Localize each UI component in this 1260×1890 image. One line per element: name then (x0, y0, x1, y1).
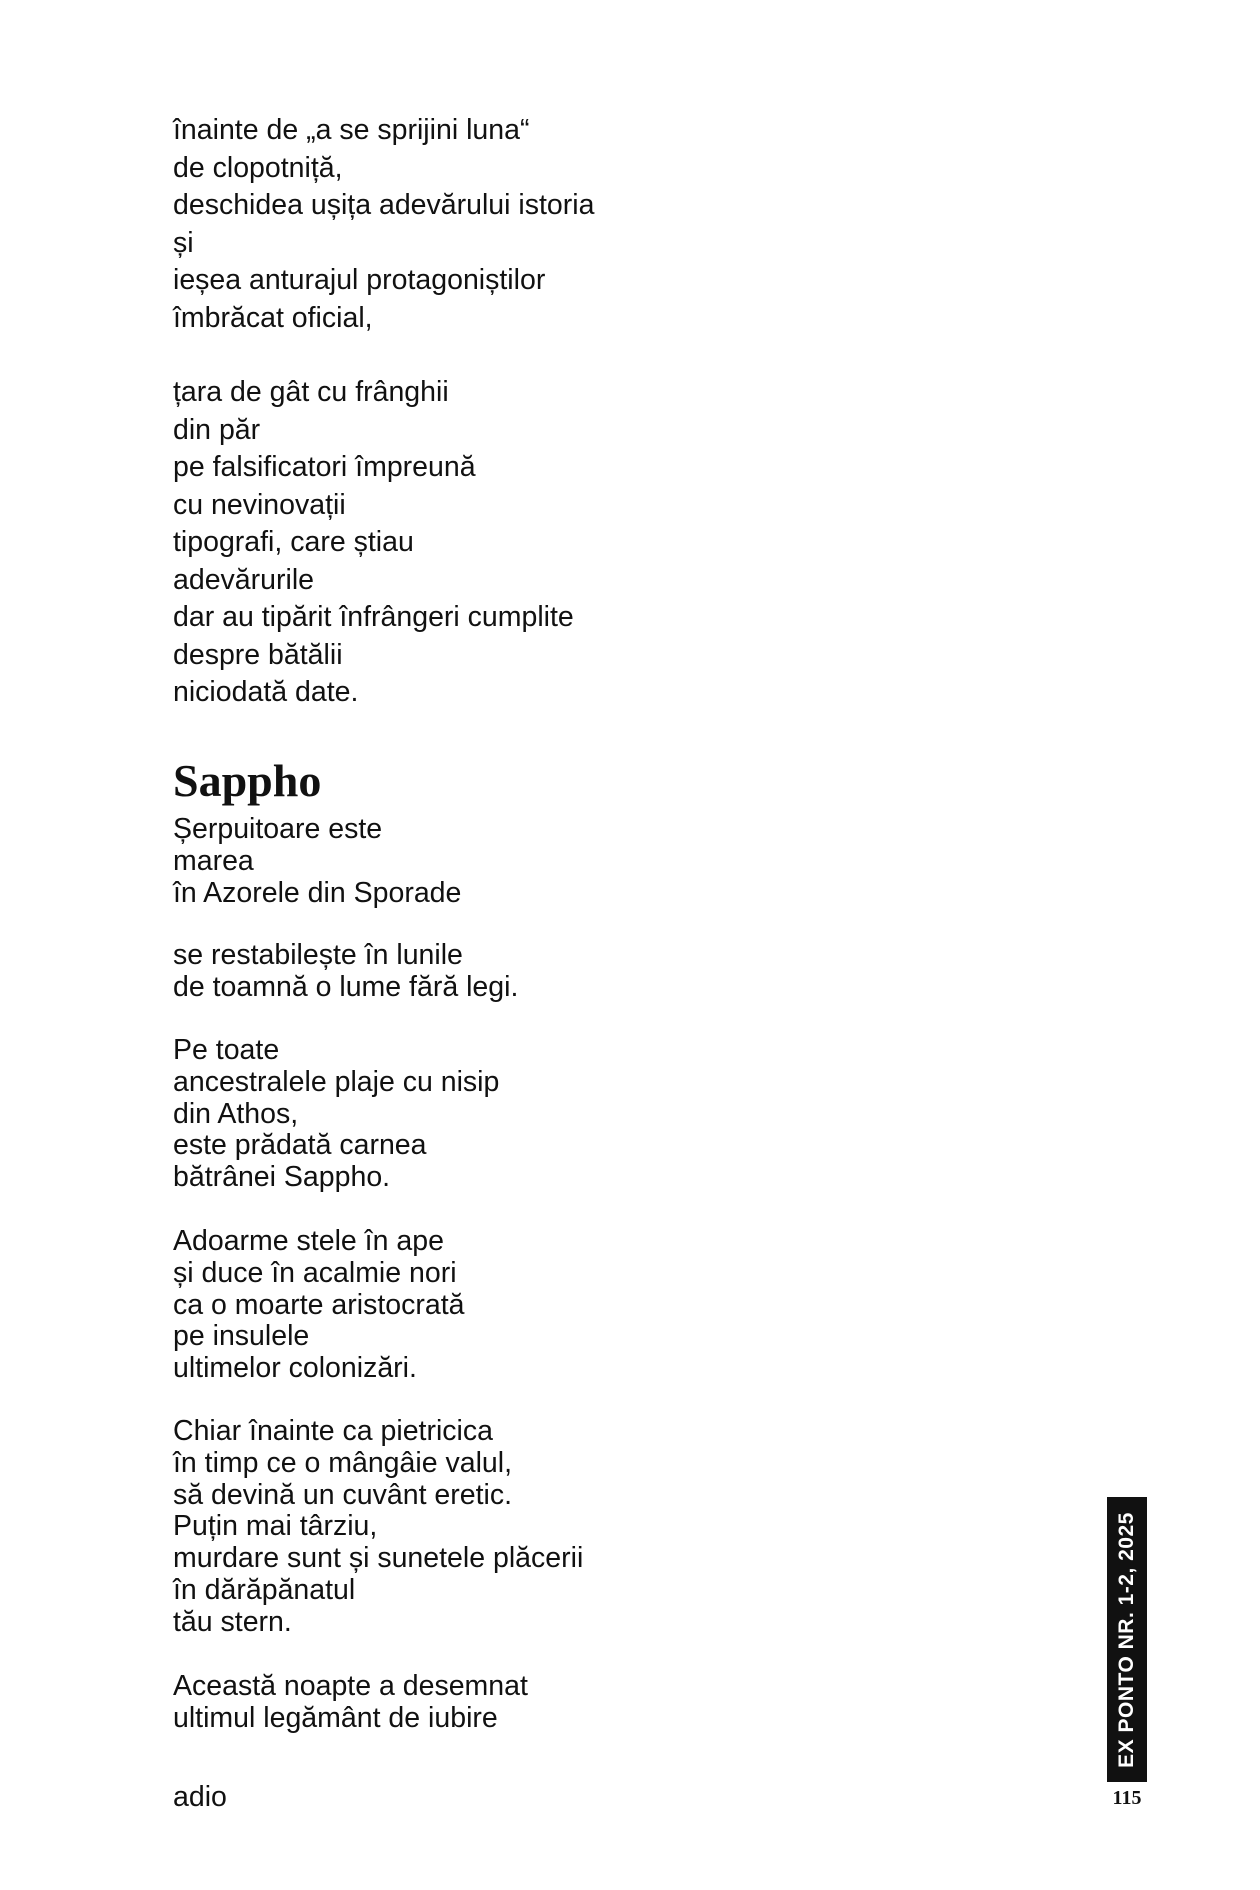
poem-line: este prădată carnea (173, 1129, 427, 1162)
poem-line: țara de gât cu frânghii (173, 376, 449, 408)
poem-line: ieșea anturajul protagoniștilor (173, 264, 546, 296)
poem-stanza-7 (173, 1782, 227, 1814)
poem-title: Sappho (173, 755, 322, 806)
poem-line: de clopotniță, (173, 151, 343, 184)
poem-line: dar au tipărit înfrângeri cumplite (173, 601, 574, 633)
poem-stanza-1 (173, 814, 461, 909)
page-number: 115 (1112, 1787, 1142, 1809)
poem-line: Adoarme stele în ape (173, 1225, 444, 1257)
poem-line: Această noapte a desemnat (173, 1670, 528, 1702)
poem-line: Puțin mai târziu, (173, 1510, 378, 1543)
poem-line: Pe toate (173, 1034, 280, 1066)
poem-line: pe falsificatori împreună (173, 451, 476, 483)
poem-line: adio (173, 1781, 227, 1813)
poem-line: ultimelor colonizări. (173, 1352, 417, 1385)
poem-line: de toamnă o lume fără legi. (173, 970, 519, 1003)
poem-line: murdare sunt și sunetele plăcerii (173, 1542, 584, 1575)
poem-line: în dărăpănatul (173, 1573, 356, 1606)
poem-line: adevărurile (173, 563, 314, 596)
poem-line: ancestralele plaje cu nisip (173, 1065, 500, 1098)
poem-line: ca o moarte aristocrată (173, 1288, 465, 1321)
journal-side-tab (1107, 1497, 1147, 1782)
poem-line: și (173, 226, 194, 259)
poem-line: Șerpuitoare este (173, 813, 383, 845)
poem-line: în Azorele din Sporade (173, 876, 462, 909)
prev-poem-stanza-1 (173, 112, 594, 337)
poem-line: Chiar înainte ca pietricica (173, 1415, 493, 1447)
poem-line: tipografi, care știau (173, 526, 414, 558)
poem-stanza-6 (173, 1671, 528, 1735)
poem-line: despre bătălii (173, 638, 343, 671)
poem-stanza-2 (173, 940, 518, 1004)
poem-line: înainte de „a se sprijini luna“ (173, 114, 530, 146)
poem-stanza-5 (173, 1416, 583, 1639)
poem-line: ultimul legământ de iubire (173, 1701, 498, 1734)
poem-line: deschidea ușița adevărului istoria (173, 189, 595, 221)
journal-label: EX PONTO NR. 1-2, 2025 (1115, 1511, 1138, 1768)
poem-line: din păr (173, 413, 261, 446)
poem-line: bătrânei Sappho. (173, 1161, 391, 1194)
poem-line: cu nevinovații (173, 488, 346, 521)
poem-line: pe insulele (173, 1320, 310, 1353)
poem-line: și duce în acalmie nori (173, 1256, 457, 1289)
poem-line: îmbrăcat oficial, (173, 301, 373, 334)
poem-line: în timp ce o mângâie valul, (173, 1446, 513, 1479)
poem-line: se restabilește în lunile (173, 939, 463, 971)
poem-line: niciodată date. (173, 676, 359, 708)
poem-line: marea (173, 844, 254, 877)
prev-poem-stanza-2 (173, 374, 574, 712)
poem-line: să devină un cuvânt eretic. (173, 1478, 513, 1511)
poem-stanza-3 (173, 1035, 499, 1194)
poem-line: din Athos, (173, 1097, 299, 1130)
poem-line: tău stern. (173, 1605, 292, 1638)
poem-stanza-4 (173, 1226, 464, 1385)
